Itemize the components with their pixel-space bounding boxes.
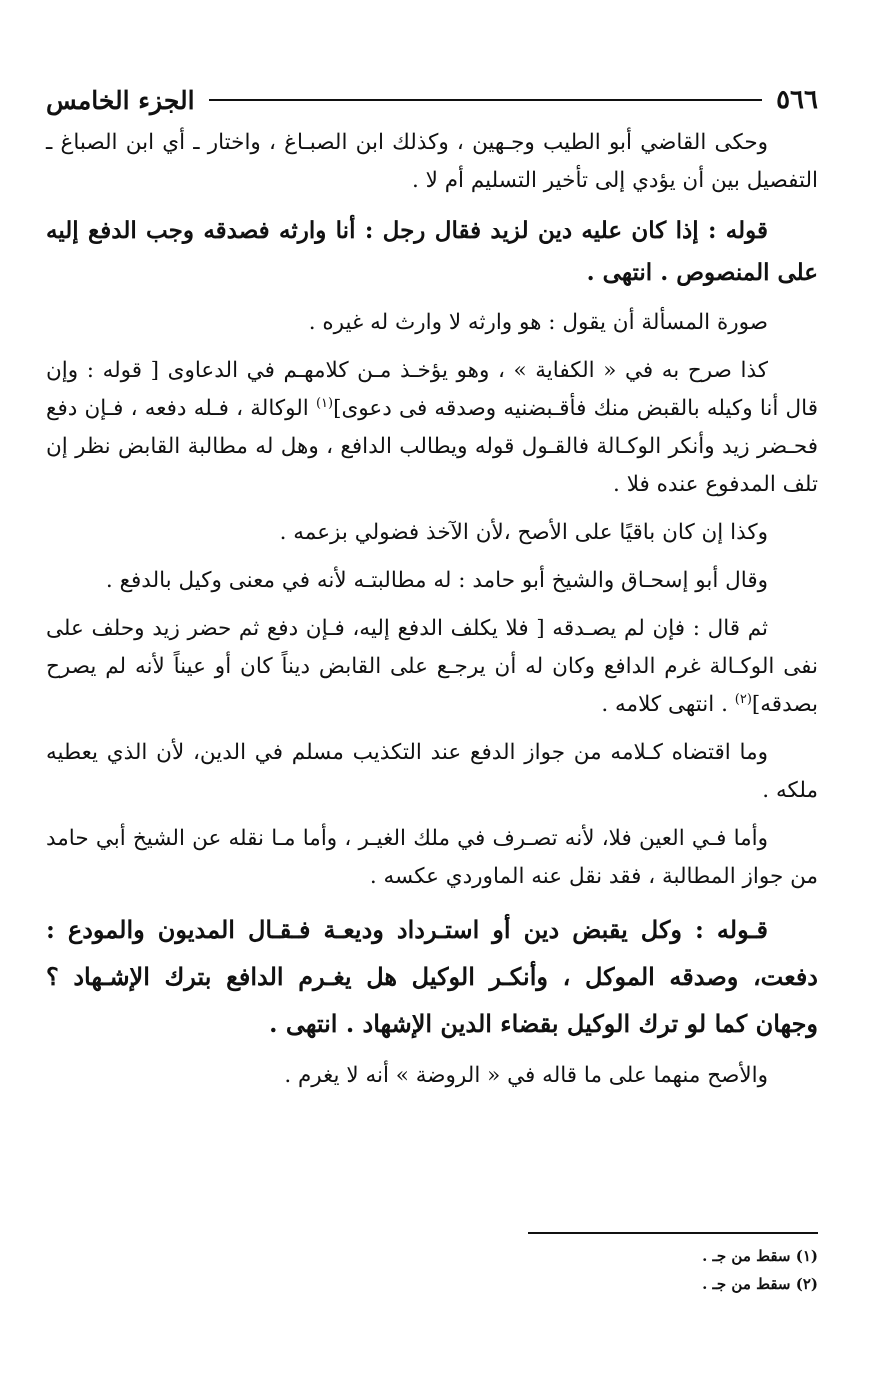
quoted-statement: قوله : إذا كان عليه دين لزيد فقال رجل : أنا وارثه فصدقه وجب الدفع إليه على المنصوص . انتهى . [46, 217, 818, 286]
quoted-statement: قـوله : وكل يقبض دين أو استـرداد وديعـة فـقـال المديون والمودع : دفعت، وصدقه الموكل ، وأنكـر الوكيل هل يغـرم الدافع بترك الإشـهاد ؟ وجهان كما لو ترك الوكيل بقضاء الدين الإشهاد . انتهى . [46, 915, 818, 1038]
page-header [46, 78, 818, 122]
paragraph-with-footnote [46, 610, 818, 724]
paragraph-with-footnote [46, 352, 818, 504]
header-rule [209, 99, 763, 101]
footnote-reference: (١) [315, 395, 334, 411]
paragraph: والأصح منهما على ما قاله في « الروضة » أنه لا يغرم . [284, 1063, 768, 1088]
footnote-rule [528, 1232, 818, 1234]
paragraph: صورة المسألة أن يقول : هو وارثه لا وارث له غيره . [308, 310, 768, 335]
footnote-reference: (٢) [734, 691, 752, 707]
paragraph-text: ثم قال : فإن لم يصـدقه [ فلا يكلف الدفع إليه، فـإن دفع ثم حضر زيد وحلف على نفى الوكـالة غرم الدافع وكان له أن يرجـع على القابض ديناً كان أو عيناً لأنه لم يصرح بصدقه] [46, 616, 818, 717]
running-title: الجزء الخامس [46, 85, 195, 115]
paragraph-text: كذا صرح به في « الكفاية » ، وهو يؤخـذ مـن كلامهـم في الدعاوى [ قوله : وإن قال أنا وكيله بالقبض منك فأقـبضنيه وصدقه فى دعوى] [46, 358, 818, 421]
paragraph: وكذا إن كان باقيًا على الأصح ،لأن الآخذ فضولي بزعمه . [279, 520, 768, 545]
footnote: (٢) سقط من جـ . [702, 1275, 818, 1293]
paragraph: وأما فـي العين فلا، لأنه تصـرف في ملك الغيـر ، وأما مـا نقله عن الشيخ أبي حامد من جواز المطالبة ، فقد نقل عنه الماوردي عكسه . [46, 826, 818, 889]
paragraph: وقال أبو إسحـاق والشيخ أبو حامد : له مطالبتـه لأنه في معنى وكيل بالدفع . [105, 568, 768, 593]
footnotes [46, 1232, 818, 1298]
page-body [46, 78, 818, 1105]
page-number: ٥٦٦ [776, 85, 818, 115]
paragraph: وما اقتضاه كـلامه من جواز الدفع عند التكذيب مسلم في الدين، لأن الذي يعطيه ملكه . [46, 740, 818, 803]
paragraph: وحكى القاضي أبو الطيب وجـهين ، وكذلك ابن الصبـاغ ، واختار ـ أي ابن الصباغ ـ التفصيل بين أن يؤدي إلى تأخير التسليم أم لا . [46, 130, 818, 193]
paragraph-text: . انتهى كلامه . [601, 692, 735, 717]
footnote: (١) سقط من جـ . [702, 1247, 818, 1265]
paragraph-text: الوكالة ، فـله دفعه ، فـإن دفع فحـضر زيد وأنكر الوكـالة فالقـول قوله ويطالب الدافع ، وهل له مطالبة القابض نظر إن تلف المدفوع عنده فلا . [46, 396, 818, 497]
